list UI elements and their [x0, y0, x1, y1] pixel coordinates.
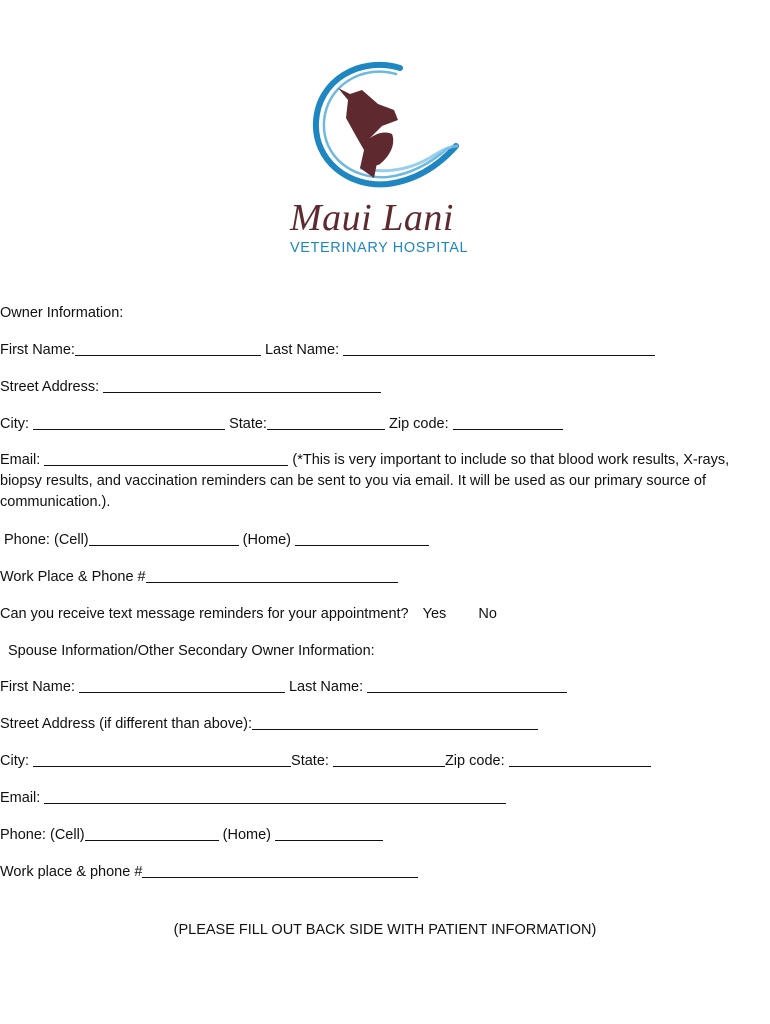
spouse-first-name-field[interactable] — [79, 677, 285, 693]
back-side-instruction: (PLEASE FILL OUT BACK SIDE WITH PATIENT INFORMATION) — [173, 922, 597, 938]
dog-and-cat-silhouette-icon — [300, 60, 460, 190]
first-name-label: First Name: — [0, 342, 75, 358]
spouse-state-label: State: — [291, 753, 329, 769]
spouse-work-field[interactable] — [142, 862, 418, 878]
brand-name: Maui Lani — [290, 197, 454, 239]
spouse-cell-field[interactable] — [85, 825, 219, 841]
owner-city-row — [0, 414, 563, 434]
spouse-street-label: Street Address (if different than above): — [0, 716, 253, 732]
owner-cell-field[interactable] — [89, 530, 239, 546]
owner-heading: Owner Information: — [0, 305, 124, 321]
spouse-name-row — [0, 677, 567, 697]
spouse-city-field[interactable] — [33, 751, 291, 767]
owner-first-name-field[interactable] — [75, 340, 261, 356]
owner-name-row — [0, 340, 655, 360]
owner-state-field[interactable] — [267, 414, 385, 430]
owner-home-phone-field[interactable] — [295, 530, 429, 546]
phone-cell-label: Phone: (Cell) — [4, 532, 89, 548]
spouse-home-phone-field[interactable] — [275, 825, 383, 841]
owner-email-row — [0, 450, 760, 513]
spouse-zip-field[interactable] — [509, 751, 651, 767]
spouse-last-name-label: Last Name: — [288, 679, 364, 695]
text-reminder-row — [0, 604, 497, 624]
owner-zip-field[interactable] — [453, 414, 563, 430]
owner-street-row — [0, 377, 381, 397]
spouse-work-row — [0, 862, 418, 882]
spouse-email-field[interactable] — [44, 788, 506, 804]
owner-email-field[interactable] — [44, 450, 288, 466]
spouse-email-row — [0, 788, 506, 808]
state-label: State: — [229, 416, 267, 432]
spouse-last-name-field[interactable] — [367, 677, 567, 693]
spouse-phone-home-label: (Home) — [222, 827, 271, 843]
city-label: City: — [0, 416, 29, 432]
brand-subtitle: VETERINARY HOSPITAL — [290, 240, 469, 256]
owner-work-field[interactable] — [146, 567, 398, 583]
owner-last-name-field[interactable] — [343, 340, 655, 356]
last-name-label: Last Name: — [264, 342, 340, 358]
spouse-first-name-label: First Name: — [0, 679, 75, 695]
work-place-label: Work Place & Phone # — [0, 569, 146, 585]
owner-phone-row — [4, 530, 429, 550]
street-address-label: Street Address: — [0, 379, 100, 395]
spouse-phone-cell-label: Phone: (Cell) — [0, 827, 85, 843]
phone-home-label: (Home) — [242, 532, 291, 548]
spouse-zip-label: Zip code: — [444, 753, 505, 769]
spouse-work-label: Work place & phone # — [0, 864, 143, 880]
spouse-phone-row — [0, 825, 383, 845]
owner-city-field[interactable] — [33, 414, 225, 430]
spouse-email-label: Email: — [0, 790, 41, 806]
spouse-city-label: City: — [0, 753, 29, 769]
yes-option[interactable]: Yes — [422, 606, 447, 622]
spouse-heading: Spouse Information/Other Secondary Owner Information: — [8, 643, 375, 659]
spouse-city-row — [0, 751, 651, 771]
owner-work-row — [0, 567, 398, 587]
email-note: (*This is very important to include so that blood work results, X-rays, biopsy results, and vaccination reminders can be sent to you via email. It will be used as our primary source of communication.). — [0, 452, 730, 510]
text-reminder-question: Can you receive text message reminders for your appointment? — [0, 606, 409, 622]
spouse-street-field[interactable] — [252, 714, 538, 730]
spouse-street-row — [0, 714, 538, 734]
email-label: Email: — [0, 452, 41, 468]
owner-street-field[interactable] — [103, 377, 381, 393]
spouse-state-field[interactable] — [333, 751, 445, 767]
no-option[interactable]: No — [478, 606, 497, 622]
zip-label: Zip code: — [388, 416, 449, 432]
